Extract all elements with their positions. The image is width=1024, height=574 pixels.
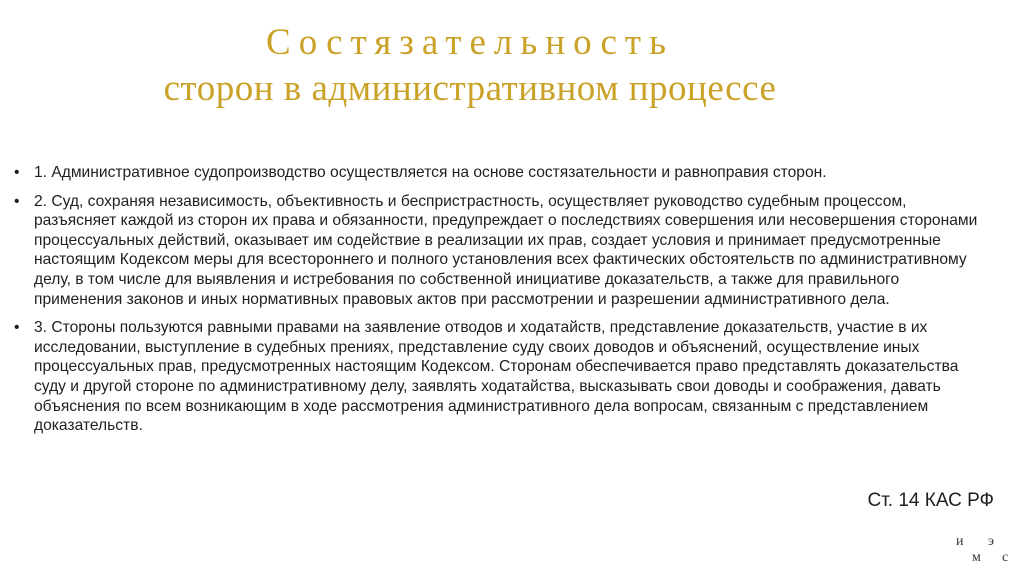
logo-letter: и — [956, 534, 964, 549]
logo-letter: м — [972, 550, 981, 565]
logo-letter: с — [1002, 550, 1009, 565]
source-citation: Ст. 14 КАС РФ — [867, 490, 994, 511]
logo-letter: э — [988, 534, 995, 549]
bullet-list — [14, 163, 984, 445]
title-line-1: Состязательность — [266, 22, 674, 63]
bullet-item-2: • 2. Суд, сохраняя независимость, объективность и беспристрастность, осуществляет руководство судебным процессом, разъясняет каждой из сторон их права и обязанности, предупреждает о последствиях совершения или несовершения сторонами процессуальных действий, оказывает им содействие в реализации их прав, создает условия и принимает предусмотренные настоящим Кодексом меры для всестороннего и полного установления всех фактических обстоятельств по административному делу, в том числе для выявления и истребования по собственной инициативе доказательств, а также для правильного применения законов и иных нормативных правовых актов при рассмотрении и разрешении административного дела. — [14, 192, 984, 310]
title-line-2: сторон в административном процессе — [163, 68, 777, 109]
slide-title — [0, 20, 940, 112]
bullet-item-3: • 3. Стороны пользуются равными правами на заявление отводов и ходатайств, представление доказательств, участие в их исследовании, выступление в судебных прениях, представление суду своих доводов и объяснений, осуществление иных процессуальных прав, предусмотренных настоящим Кодексом. Сторонам обеспечивается право представлять доказательства суду и другой стороне по административному делу, заявлять ходатайства, высказывать свои доводы и соображения, давать объяснения по всем возникающим в ходе рассмотрения административного дела вопросам, связанным с представлением доказательств. — [14, 318, 984, 436]
logo — [954, 534, 1014, 570]
bullet-item-1: • 1. Административное судопроизводство осуществляется на основе состязательности и равноправия сторон. — [14, 163, 984, 183]
